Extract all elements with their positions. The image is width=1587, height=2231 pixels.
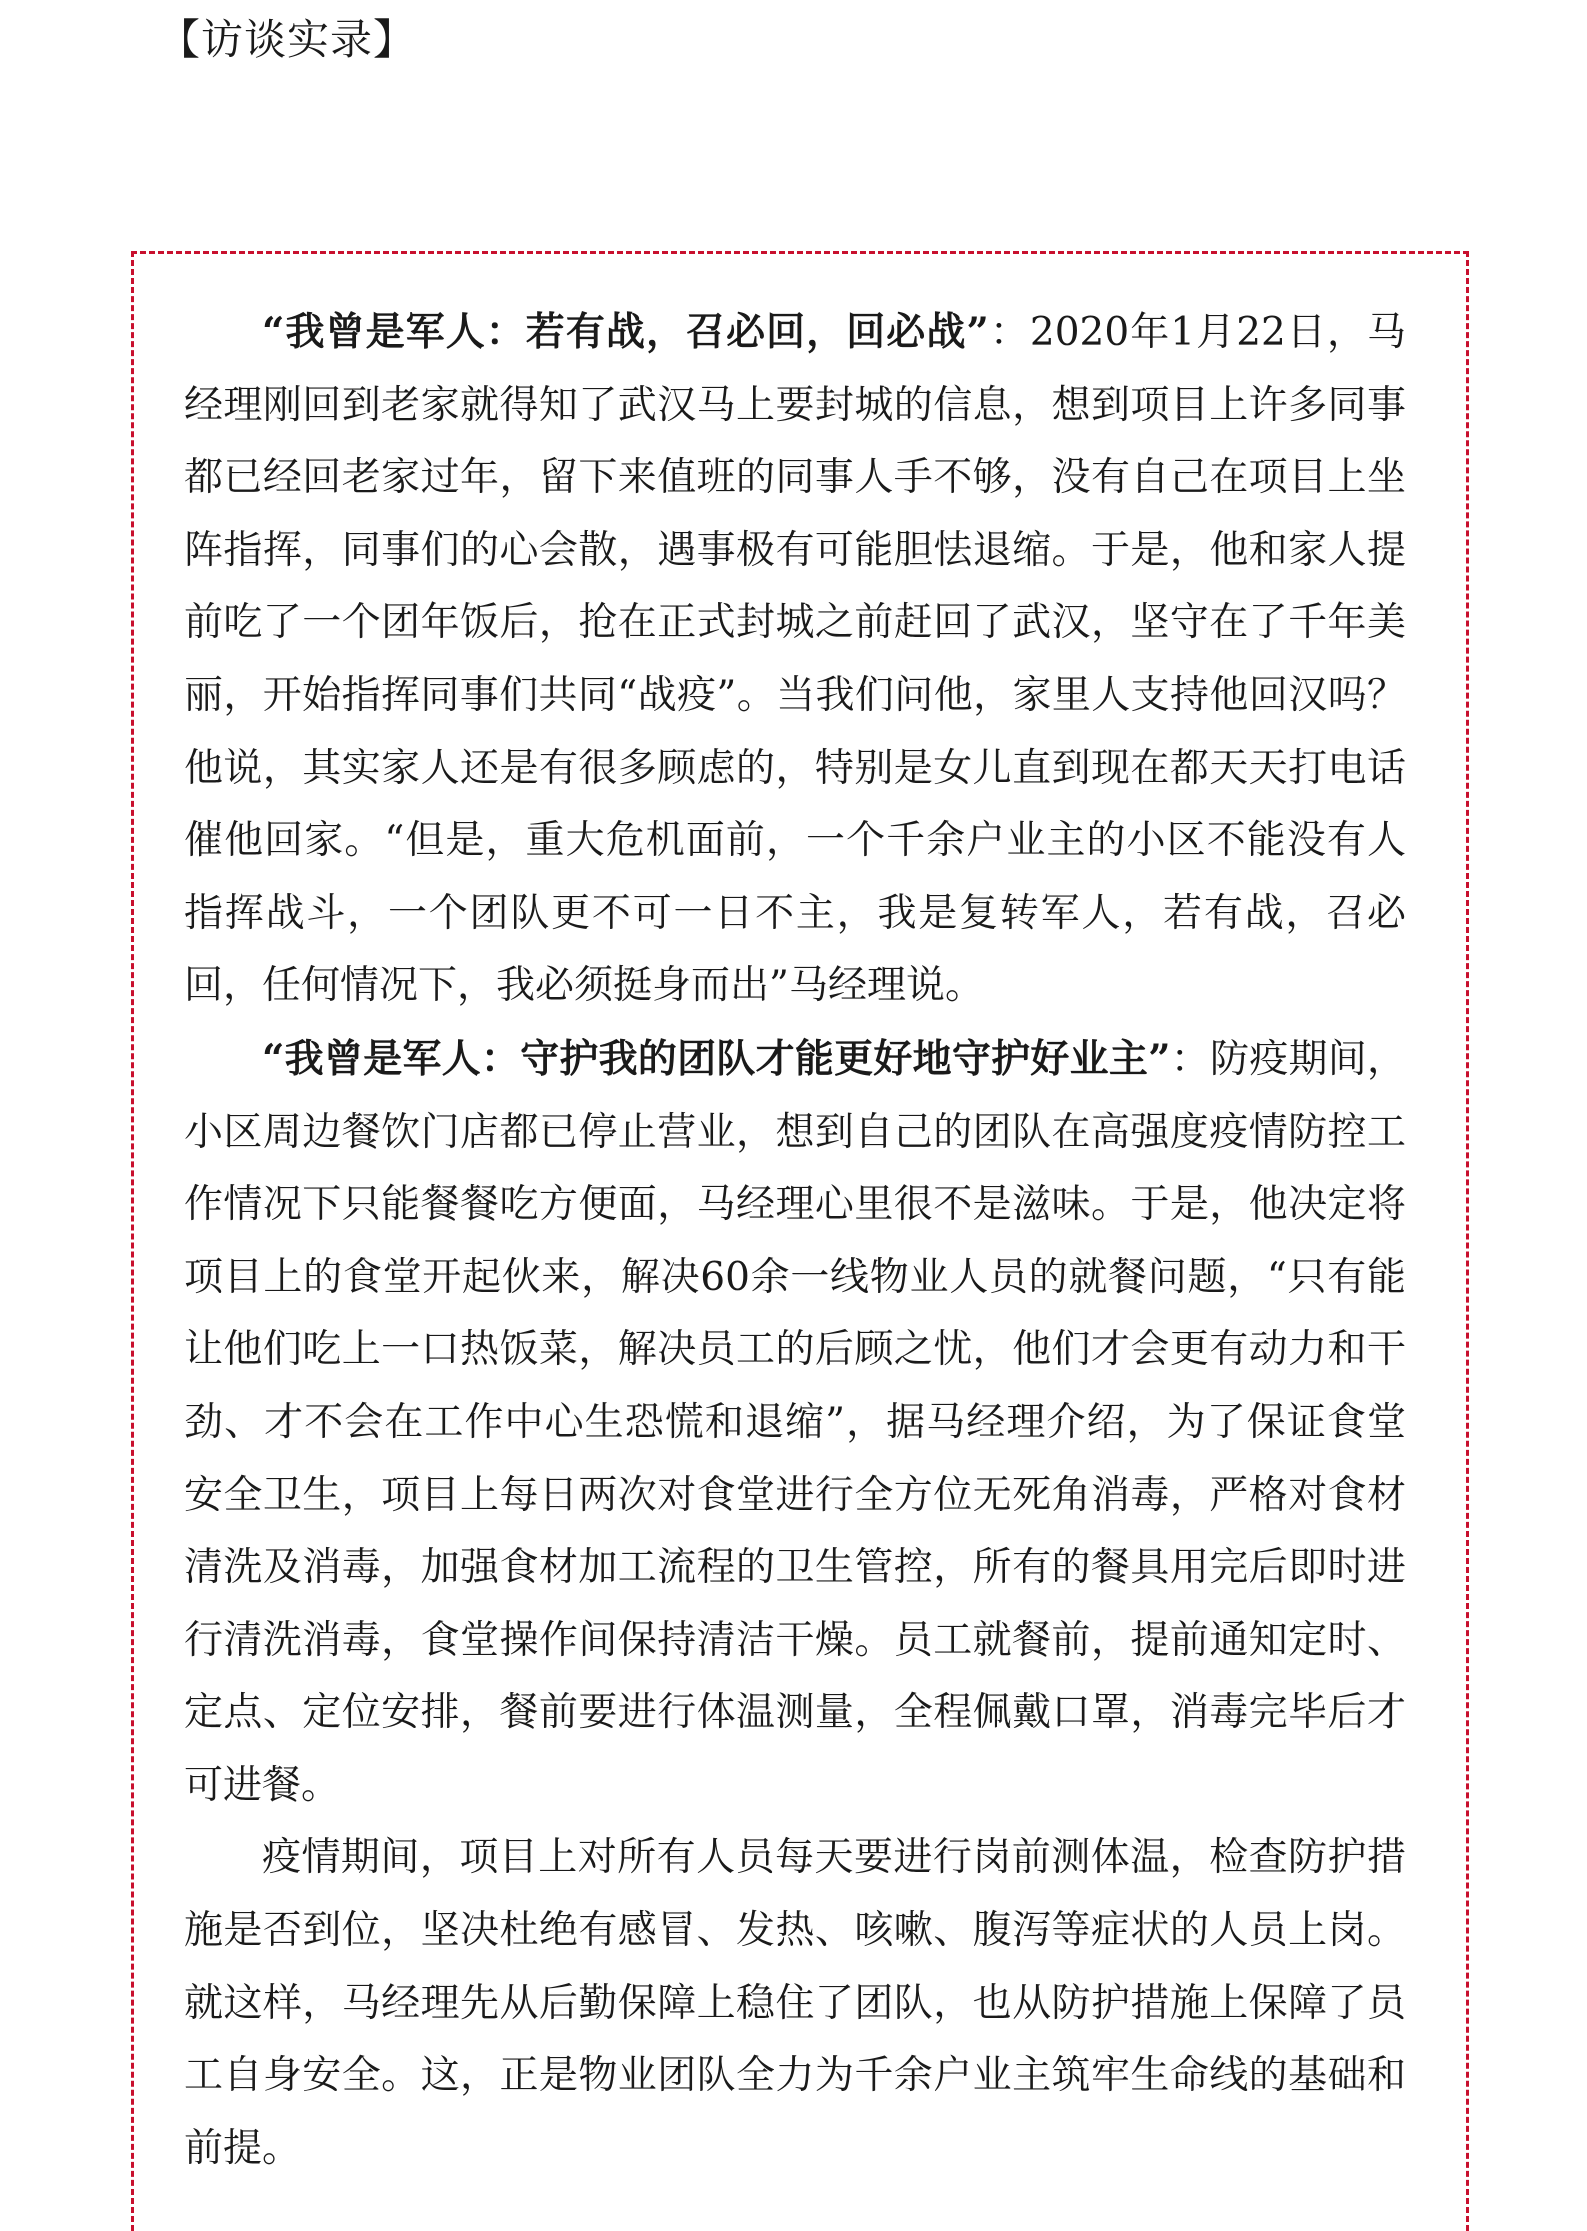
- paragraph-3-body: 疫情期间，项目上对所有人员每天要进行岗前测体温，检查防护措施是否到位，坚决杜绝有感冒、发热、咳嗽、腹泻等症状的人员上岗。就这样，马经理先从后勤保障上稳住了团队，也从防护措施上保障了员工自身安全。这，正是物业团队全力为千余户业主筑牢生命线的基础和前提。: [184, 1835, 1406, 2171]
- interview-text: [184, 296, 1406, 2185]
- paragraph-2-body: ：防疫期间，小区周边餐饮门店都已停止营业，想到自己的团队在高强度疫情防控工作情况下只能餐餐吃方便面，马经理心里很不是滋味。于是，他决定将项目上的食堂开起伙来，解决60余一线物业人员的就餐问题，“只有能让他们吃上一口热饭菜，解决员工的后顾之忧，他们才会更有动力和干劲、才不会在工作中心生恐慌和退缩”，据马经理介绍，为了保证食堂安全卫生，项目上每日两次对食堂进行全方位无死角消毒，严格对食材清洗及消毒，加强食材加工流程的卫生管控，所有的餐具用完后即时进行清洗消毒，食堂操作间保持清洁干燥。员工就餐前，提前通知定时、定点、定位安排，餐前要进行体温测量，全程佩戴口罩，消毒完毕后才可进餐。: [184, 1036, 1406, 1808]
- paragraph-1-lead: “我曾是军人：若有战，召必回，回必战”: [262, 309, 989, 355]
- paragraph-2-lead: “我曾是军人：守护我的团队才能更好地守护好业主”: [262, 1035, 1171, 1082]
- paragraph-1-body: ：2020年1月22日，马经理刚回到老家就得知了武汉马上要封城的信息，想到项目上许多同事都已经回老家过年，留下来值班的同事人手不够，没有自己在项目上坐阵指挥，同事们的心会散，遇事极有可能胆怯退缩。于是，他和家人提前吃了一个团年饭后，抢在正式封城之前赶回了武汉，坚守在了千年美丽，开始指挥同事们共同“战疫”。当我们问他，家里人支持他回汉吗？他说，其实家人还是有很多顾虑的，特别是女儿直到现在都天天打电话催他回家。“但是，重大危机面前，一个千余户业主的小区不能没有人指挥战斗，一个团队更不可一日不主，我是复转军人，若有战，召必回，任何情况下，我必须挺身而出”马经理说。: [184, 310, 1406, 1009]
- paragraph-1: [184, 296, 1406, 1023]
- section-heading: 【访谈实录】: [158, 15, 417, 64]
- paragraph-3: [184, 1822, 1406, 2185]
- paragraph-2: [184, 1023, 1406, 1823]
